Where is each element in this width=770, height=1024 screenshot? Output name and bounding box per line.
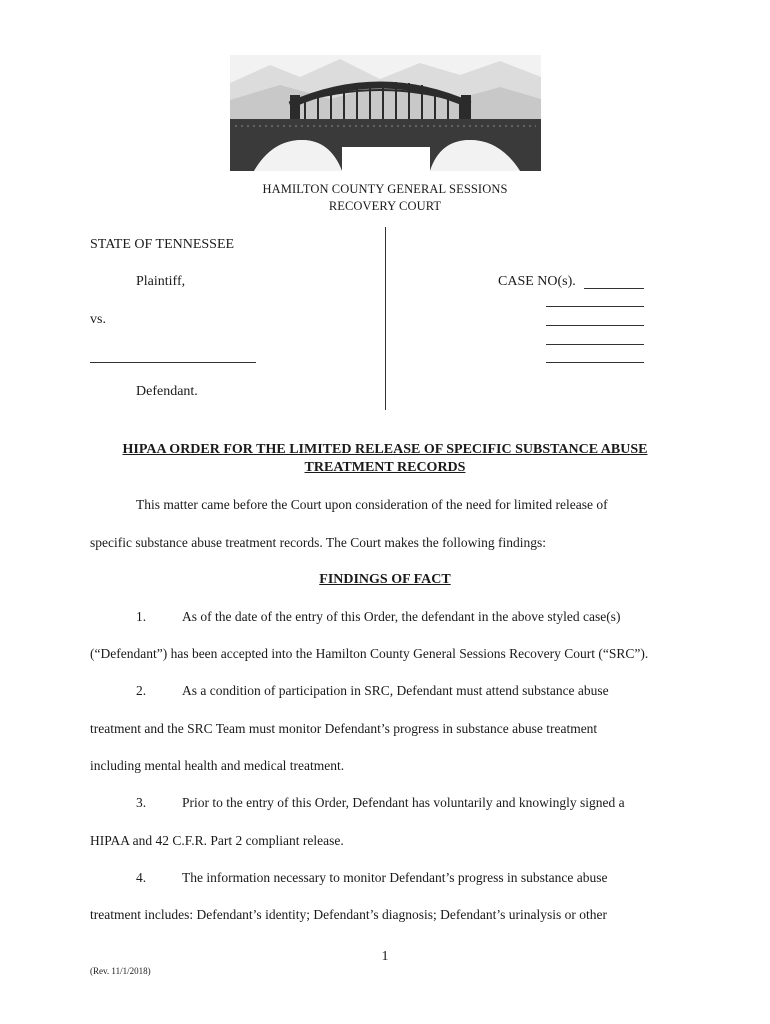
vs-label: vs. (90, 312, 106, 327)
case-number-blank-4[interactable] (546, 344, 644, 345)
page-number: 1 (381, 949, 389, 964)
caption-divider (385, 227, 386, 410)
finding-4-line1: The information necessary to monitor Defendant’s progress in substance abuse (182, 870, 608, 885)
finding-number: 4. (136, 870, 147, 885)
finding-1-line2: (“Defendant”) has been accepted into the Hamilton County General Sessions Recovery Court (“SRC”). (90, 646, 649, 661)
finding-3-line2: HIPAA and 42 C.F.R. Part 2 compliant release. (90, 833, 344, 848)
finding-2-line2: treatment and the SRC Team must monitor Defendant’s progress in substance abuse treatment (90, 721, 598, 736)
finding-number: 1. (136, 609, 147, 624)
finding-1-line1: As of the date of the entry of this Order, the defendant in the above styled case(s) (182, 609, 621, 624)
case-number-label: CASE NO(s). (498, 274, 576, 289)
finding-2-line3: including mental health and medical treatment. (90, 758, 345, 773)
order-title-line2: TREATMENT RECORDS (304, 460, 466, 475)
plaintiff-label: Plaintiff, (136, 274, 186, 289)
order-title-line1: HIPAA ORDER FOR THE LIMITED RELEASE OF SPECIFIC SUBSTANCE ABUSE (122, 442, 648, 457)
court-name-line1: HAMILTON COUNTY GENERAL SESSIONS (262, 182, 508, 196)
case-number-blank-3[interactable] (546, 325, 644, 326)
bridge-logo-icon (230, 55, 541, 171)
finding-number: 3. (136, 795, 147, 810)
case-number-blank-1[interactable] (584, 288, 644, 289)
intro-line2: specific substance abuse treatment records. The Court makes the following findings: (90, 535, 547, 550)
case-number-blank-5[interactable] (546, 362, 644, 363)
finding-number: 2. (136, 683, 147, 698)
intro-line1: This matter came before the Court upon consideration of the need for limited release of (136, 497, 608, 512)
finding-2-line1: As a condition of participation in SRC, Defendant must attend substance abuse (182, 683, 609, 698)
case-number-blank-2[interactable] (546, 306, 644, 307)
finding-3-line1: Prior to the entry of this Order, Defendant has voluntarily and knowingly signed a (182, 795, 625, 810)
defendant-label: Defendant. (136, 384, 198, 399)
finding-4-line2: treatment includes: Defendant’s identity; Defendant’s diagnosis; Defendant’s urinalysis or other (90, 907, 607, 922)
defendant-name-blank[interactable] (90, 362, 256, 363)
state-label: STATE OF TENNESSEE (90, 237, 235, 252)
court-name-line2: RECOVERY COURT (328, 199, 442, 213)
revision-date: (Rev. 11/1/2018) (90, 966, 151, 976)
findings-heading: FINDINGS OF FACT (319, 572, 451, 587)
